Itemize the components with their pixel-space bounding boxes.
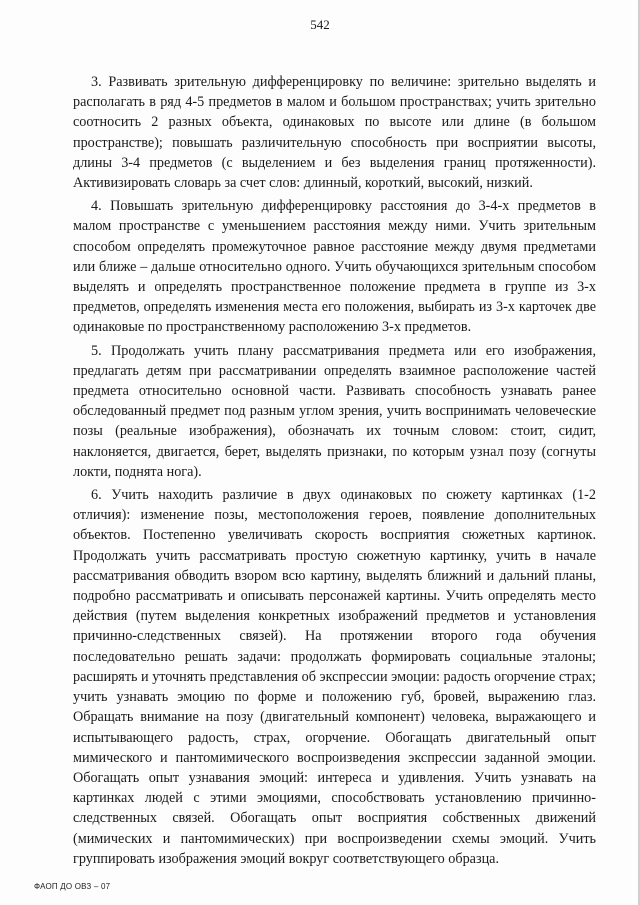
paragraph-item-5: 5. Продолжать учить плану рассматривания предмета или его изображения, предлагать детям при рассматривании определять взаимное расположение частей предмета относительно основной части. Развивать способность узнавать ранее обследованный предмет под разным углом зрения, учить воспринимать человеческие позы (реальные изображения), обозначать их точным словом: стоит, сидит, наклоняется, двигается, берет, выделять признаки, по которым узнал позу (согнуты локти, поднята нога). <box>73 342 596 480</box>
page-footer: ФАОП ДО ОВЗ – 07 <box>34 882 111 891</box>
page-number: 542 <box>310 17 330 32</box>
body-text <box>73 72 596 872</box>
paragraph-item-3: 3. Развивать зрительную дифференцировку по величине: зрительно выделять и располагать в ряд 4-5 предметов в малом и большом пространствах; учить зрительно соотносить 2 разных объекта, одинаковых по высоте или длине (в большом пространстве); повышать различительную способность при восприятии высоты, длины 3-4 предметов (с выделением и без выделения границ протяженности). Активизировать словарь за счет слов: длинный, короткий, высокий, низкий. <box>73 74 596 192</box>
paragraph-item-6: 6. Учить находить различие в двух одинаковых по сюжету картинках (1-2 отличия): изменение позы, местоположения героев, появление дополнительных объектов. Постепенно увеличивать скорость восприятия сюжетных картинок. Продолжать учить рассматривать простую сюжетную картинку, учить в начале рассматривания обводить взором всю картину, выделять ближний и дальний планы, подробно рассматривать и описывать персонажей картины. Учить определять место действия (путем выделения конкретных изображений предметов и установления причинно-следственных связей). На протяжении второго года обучения последовательно решать задачи: продолжать формировать социальные эталоны; расширять и уточнять представления об экспрессии эмоции: радость огорчение страх; учить узнавать эмоцию по форме и положению губ, бровей, выражению глаз. Обращать внимание на позу (двигательный компонент) человека, выражающего и испытывающего радость, страх, огорчение. Обогащать двигательный опыт мимического и пантомимического воспроизведения экспрессии заданной эмоции. Обогащать опыт узнавания эмоций: интереса и удивления. Учить узнавать на картинках людей с этими эмоциями, способствовать установлению причинно-следственных связей. Обогащать опыт восприятия собственных движений (мимических и пантомимических) при воспроизведении схемы эмоций. Учить группировать изображения эмоций вокруг соответствующего образца. <box>73 487 596 867</box>
paragraph-item-4: 4. Повышать зрительную дифференцировку расстояния до 3-4-х предметов в малом пространстве с уменьшением расстояния между ними. Учить зрительным способом определять промежуточное равное расстояние между двумя предметами или ближе – дальше относительно одного. Учить обучающихся зрительным способом выделять и определять пространственное положение предмета в группе из 3-х предметов, определять изменения места его положения, выбирать из 3-х карточек две одинаковые по пространственному расположению 3-х предметов. <box>73 198 596 336</box>
